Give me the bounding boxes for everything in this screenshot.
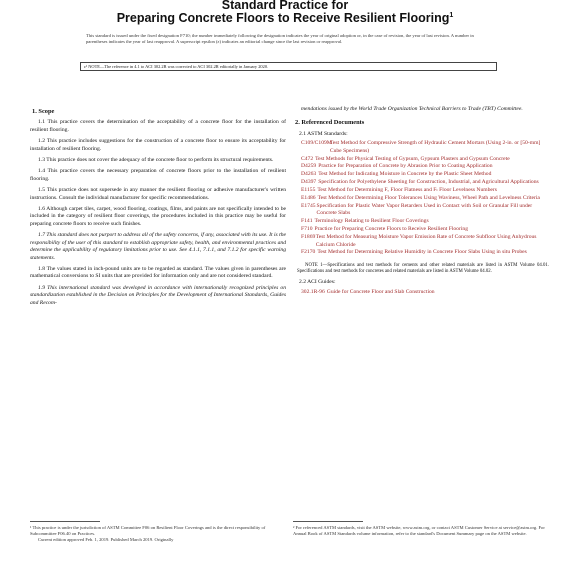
footnotes-right <box>293 525 549 537</box>
scope-continuation: mendations issued by the World Trade Organization Technical Barriers to Trade (TBT) Committee. <box>301 106 523 112</box>
reference-code-link[interactable]: E1155 <box>301 187 316 194</box>
reference-title: Specification for Polyethylene Sheeting for Construction, Industrial, and Agricultural Applications <box>318 179 539 186</box>
scope-paragraph: 1.2 This practice includes suggestions for the construction of a concrete floor to ensure its acceptability for installation of resilient flooring. <box>30 138 286 152</box>
footnotes-left <box>30 525 286 543</box>
summary-box: ε¹ NOTE—The reference in 4.1 to ACI 302.2R was corrected to ACI 302.2R editorially in January 2020. <box>80 62 497 71</box>
reference-code-link[interactable]: F710 <box>301 226 313 233</box>
aci-reference-list <box>293 289 549 296</box>
reference-code-link[interactable]: E1486 <box>301 195 316 202</box>
footnote: ² For referenced ASTM standards, visit the ASTM website, www.astm.org, or contact ASTM Customer Service at service@astm.org. For Annual Book of ASTM Standards volume information, refer to the standard's Document Summary page on the ASTM website. <box>293 525 545 536</box>
astm-reference-list <box>293 140 549 257</box>
reference-code-link[interactable]: D4263 <box>301 171 317 178</box>
reference-title: Test Method for Determining Relative Humidity in Concrete Floor Slabs Using in situ Probes <box>317 249 527 256</box>
scope-paragraph: 1.8 The values stated in inch-pound units are to be regarded as standard. The values given in parentheses are mathematical conversions to SI units that are provided for information only and are not considered standard. <box>30 265 286 280</box>
document-title: Preparing Concrete Floors to Receive Resilient Flooring <box>116 11 450 25</box>
reference-code-link[interactable]: F141 <box>301 218 313 225</box>
title-line1: Standard Practice for <box>221 0 349 12</box>
reference-title: Specification for Plastic Water Vapor Retarders Used in Contact with Soil or Granular Fill under Concrete Slabs <box>316 202 533 217</box>
reference-title: Test Method for Determining Fₒ Floor Flatness and Fₗ Floor Levelness Numbers <box>317 187 497 194</box>
reference-item[interactable] <box>301 179 549 186</box>
reference-title: Guide for Concrete Floor and Slab Construction <box>326 288 435 295</box>
reference-code-link[interactable]: F2170 <box>301 249 316 256</box>
reference-item[interactable] <box>301 249 549 256</box>
scope-paragraph: 1.1 This practice covers the determination of the acceptability of a concrete floor for the installation of resilient flooring. <box>30 119 286 133</box>
reference-item[interactable] <box>301 195 549 202</box>
reference-title: Practice for Preparation of Concrete by Abrasion Prior to Coating Application <box>318 163 493 170</box>
right-column <box>293 106 549 297</box>
scope-paragraph: 1.3 This practice does not cover the adequacy of the concrete floor to perform its structural requirements. <box>38 157 274 164</box>
reference-code-link[interactable]: 302.1R-96 <box>301 288 325 295</box>
scope-paragraph: 1.5 This practice does not supersede in any manner the resilient flooring or adhesive manufacturer's written instructions. Consult the individual manufacturer for specific recommendations. <box>30 187 286 201</box>
reference-title: Practice for Preparing Concrete Floors to Receive Resilient Flooring <box>314 226 468 233</box>
reference-code-link[interactable]: F1869 <box>301 234 316 241</box>
scope-paragraph: 1.6 Although carpet tiles, carpet, wood flooring, coatings, films, and paints are not specifically intended to be included in the category of resilient floor coverings, the procedures included in this practice may be useful for preparing concrete floors to receive such finishes. <box>30 206 286 227</box>
reference-title: Test Methods for Physical Testing of Gypsum, Gypsum Plasters and Gypsum Concrete <box>315 155 510 162</box>
reference-title: Test Method for Measuring Moisture Vapor Emission Rate of Concrete Subfloor Using Anhydrous Calcium Chloride <box>315 234 537 248</box>
reference-code-link[interactable]: C109/C109M <box>301 140 332 147</box>
reference-item[interactable] <box>301 218 549 225</box>
title-line2 <box>0 11 570 25</box>
reference-item[interactable] <box>301 203 549 218</box>
scope-paragraph: 1.4 This practice covers the necessary preparation of concrete floors prior to the installation of resilient flooring. <box>30 168 286 182</box>
reference-item[interactable] <box>301 234 549 249</box>
reference-title: Terminology Relating to Resilient Floor Coverings <box>314 218 429 225</box>
reference-title: Test Method for Determining Floor Tolerances Using Waviness, Wheel Path and Levelness Criteria <box>317 195 540 202</box>
reference-title: Test Method for Indicating Moisture in Concrete by the Plastic Sheet Method <box>318 171 492 178</box>
reference-item[interactable] <box>301 226 549 233</box>
reference-item[interactable] <box>301 171 549 178</box>
reference-item[interactable] <box>301 289 549 296</box>
footnote-rule-left <box>30 521 100 522</box>
reference-item[interactable] <box>301 187 549 194</box>
note-1: NOTE 1—Specifications and test methods for cements and other related materials are listed in ASTM Volume 04.01. Specifications and test methods for concretes and related materials are listed in ASTM Volume 04.02. <box>297 262 549 275</box>
reference-code-link[interactable]: D4397 <box>301 179 317 186</box>
referenced-documents-heading: 2. Referenced Documents <box>295 119 365 127</box>
reference-code-link[interactable]: D4259 <box>301 163 317 170</box>
reference-item[interactable] <box>301 156 549 163</box>
footnote: ¹ This practice is under the jurisdiction of ASTM Committee F06 on Resilient Floor Coverings and is the direct responsibility of Subcommittee F06.40 on Practices. <box>30 525 266 536</box>
footnote-rule-right <box>293 521 363 522</box>
scope-paragraph: 1.7 This standard does not purport to address all of the safety concerns, if any, associated with its use. It is the responsibility of the user of this standard to establish appropriate safety, health, and environmental practices and determine the applicability of regulatory limitations prior to use. See 4.1.1, 7.1.1, and 7.1.2 for specific warning statements. <box>30 232 286 261</box>
left-column <box>30 108 286 311</box>
aci-guides-label: 2.2 ACI Guides: <box>299 279 336 286</box>
scope-paragraph: 1.9 This international standard was developed in accordance with internationally recognized principles on standardization established in the Decision on Principles for the Development of International Standards, Guides and Recom- <box>30 284 286 306</box>
scope-heading: 1. Scope <box>32 108 55 115</box>
reference-item[interactable] <box>301 163 549 170</box>
astm-standards-label: 2.1 ASTM Standards: <box>299 130 348 137</box>
reference-item[interactable] <box>301 140 549 155</box>
designation-notice: This standard is issued under the fixed designation F710; the number immediately following the designation indicates the year of original adoption or, in the case of revision, the year of last revision. A number in parentheses indicates the year of last reapproval. A superscript epsilon (ε) indicates an editorial change since the last revision or reapproval. <box>86 33 474 44</box>
footnote: Current edition approved Feb. 1, 2019. Published March 2019. Originally <box>38 537 174 542</box>
reference-title: Test Method for Compressive Strength of Hydraulic Cement Mortars (Using 2-in. or [50-mm] Cube Specimens) <box>329 140 541 154</box>
reference-code-link[interactable]: E1745 <box>301 202 316 209</box>
reference-code-link[interactable]: C472 <box>301 155 314 162</box>
title-footnote-marker: 1 <box>449 11 454 19</box>
